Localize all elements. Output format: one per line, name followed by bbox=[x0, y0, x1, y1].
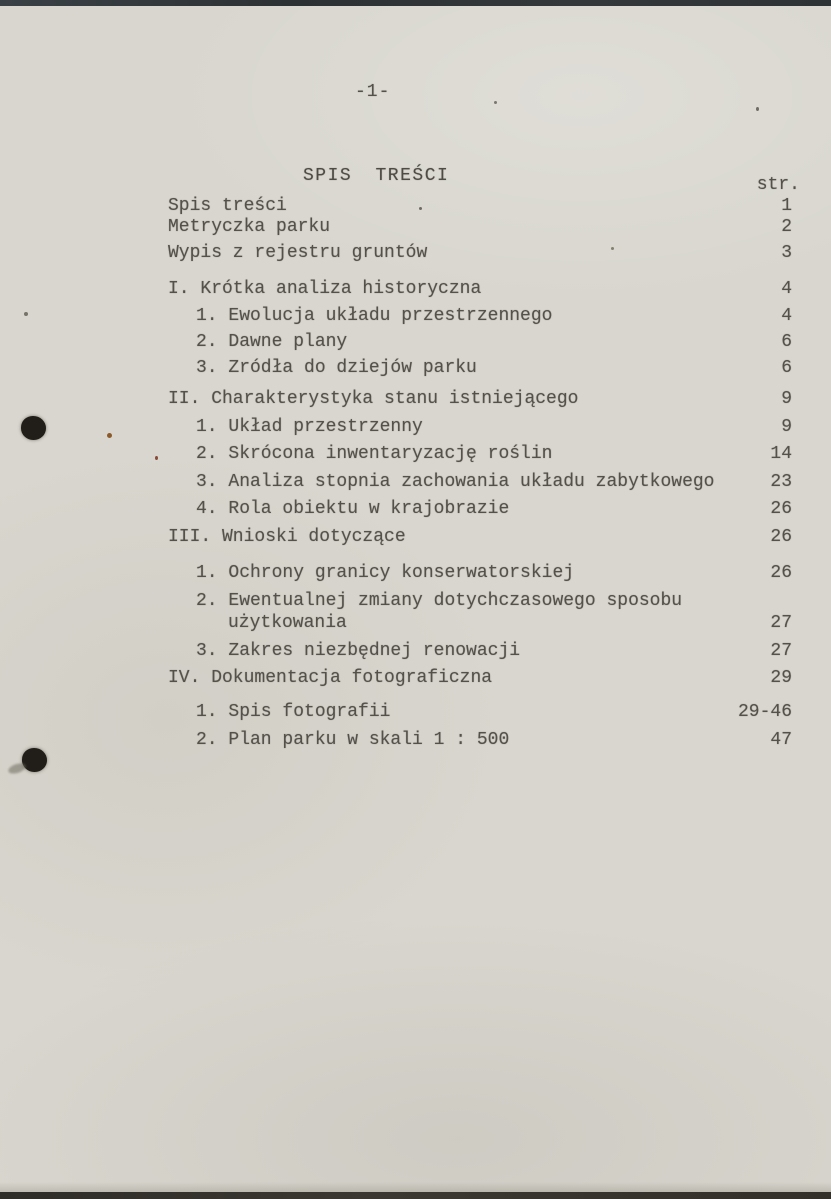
toc-entry-page: 4 bbox=[781, 306, 792, 326]
page-column-header: str. bbox=[756, 175, 800, 195]
toc-entry-page: 6 bbox=[781, 358, 792, 378]
paper-speck bbox=[494, 101, 497, 104]
toc-entry-label: 2. Skrócona inwentaryzację roślin bbox=[196, 444, 553, 464]
toc-entry-page: 9 bbox=[781, 389, 792, 409]
toc-row bbox=[166, 563, 792, 584]
toc-entry-label: IV. Dokumentacja fotograficzna bbox=[168, 668, 493, 688]
toc-entry-label: 1. Spis fotografii bbox=[196, 702, 391, 722]
toc-entry-page: 29 bbox=[770, 668, 792, 688]
toc-entry-label: 2. Dawne plany bbox=[196, 332, 348, 352]
toc-entry-page: 4 bbox=[781, 279, 792, 299]
toc-row bbox=[166, 332, 792, 353]
toc-row bbox=[166, 279, 792, 300]
toc-entry-page: 29-46 bbox=[737, 702, 792, 722]
toc-entry-page: 27 bbox=[770, 613, 792, 633]
toc-row bbox=[166, 196, 792, 217]
toc-row bbox=[166, 527, 792, 548]
toc-entry-label: użytkowania bbox=[228, 613, 347, 633]
toc-row bbox=[166, 613, 792, 634]
toc-row bbox=[166, 730, 792, 751]
toc-entry-label: 2. Plan parku w skali 1 : 500 bbox=[196, 730, 510, 750]
toc-row bbox=[166, 358, 792, 379]
paper-speck bbox=[155, 456, 158, 460]
scan-edge-bottom bbox=[0, 1192, 831, 1199]
scan-edge-top bbox=[0, 0, 831, 6]
toc-row bbox=[166, 217, 792, 238]
toc-entry-label: 2. Ewentualnej zmiany dotychczasowego sposobu bbox=[196, 591, 683, 611]
toc-entry-page: 26 bbox=[770, 527, 792, 547]
toc-entry-label: 1. Układ przestrzenny bbox=[196, 417, 423, 437]
toc-entry-label: III. Wnioski dotyczące bbox=[168, 527, 406, 547]
table-of-contents bbox=[166, 196, 792, 751]
toc-row bbox=[166, 389, 792, 410]
punch-hole-smudge bbox=[7, 761, 27, 775]
toc-row bbox=[166, 444, 792, 465]
toc-entry-page: 26 bbox=[770, 563, 792, 583]
paper-speck bbox=[107, 433, 112, 438]
page-title: SPIS TREŚCI bbox=[303, 166, 450, 186]
toc-entry-label: 3. Zakres niezbędnej renowacji bbox=[196, 641, 521, 661]
toc-entry-label: I. Krótka analiza historyczna bbox=[168, 279, 482, 299]
toc-entry-label: 4. Rola obiektu w krajobrazie bbox=[196, 499, 510, 519]
toc-row bbox=[166, 668, 792, 689]
toc-row bbox=[166, 591, 792, 612]
toc-row bbox=[166, 472, 792, 493]
punch-hole-bottom bbox=[22, 748, 47, 772]
toc-row bbox=[166, 702, 792, 723]
toc-entry-label: Metryczka parku bbox=[168, 217, 331, 237]
scan-edge-bottom-shadow bbox=[0, 1182, 831, 1192]
toc-row bbox=[166, 243, 792, 264]
toc-entry-page: 14 bbox=[770, 444, 792, 464]
page-number-marker: -1- bbox=[355, 82, 391, 102]
toc-entry-page: 9 bbox=[781, 417, 792, 437]
toc-entry-label: 1. Ewolucja układu przestrzennego bbox=[196, 306, 553, 326]
punch-hole-top bbox=[21, 416, 46, 440]
toc-entry-page: 2 bbox=[781, 217, 792, 237]
toc-entry-label: 3. Zródła do dziejów parku bbox=[196, 358, 477, 378]
toc-row bbox=[166, 641, 792, 662]
toc-row bbox=[166, 306, 792, 327]
toc-entry-label: II. Charakterystyka stanu istniejącego bbox=[168, 389, 579, 409]
toc-entry-page: 6 bbox=[781, 332, 792, 352]
toc-entry-label: Wypis z rejestru gruntów bbox=[168, 243, 428, 263]
toc-entry-page: 1 bbox=[781, 196, 792, 216]
toc-entry-label: 1. Ochrony granicy konserwatorskiej bbox=[196, 563, 575, 583]
toc-entry-page: 3 bbox=[781, 243, 792, 263]
toc-entry-label: Spis treści bbox=[168, 196, 287, 216]
toc-row bbox=[166, 499, 792, 520]
paper-speck bbox=[756, 107, 759, 111]
toc-entry-page: 23 bbox=[770, 472, 792, 492]
toc-entry-page: 27 bbox=[770, 641, 792, 661]
toc-entry-page: 26 bbox=[770, 499, 792, 519]
paper-speck bbox=[24, 312, 28, 316]
toc-entry-page: 47 bbox=[770, 730, 792, 750]
toc-row bbox=[166, 417, 792, 438]
toc-entry-label: 3. Analiza stopnia zachowania układu zabytkowego bbox=[196, 472, 715, 492]
